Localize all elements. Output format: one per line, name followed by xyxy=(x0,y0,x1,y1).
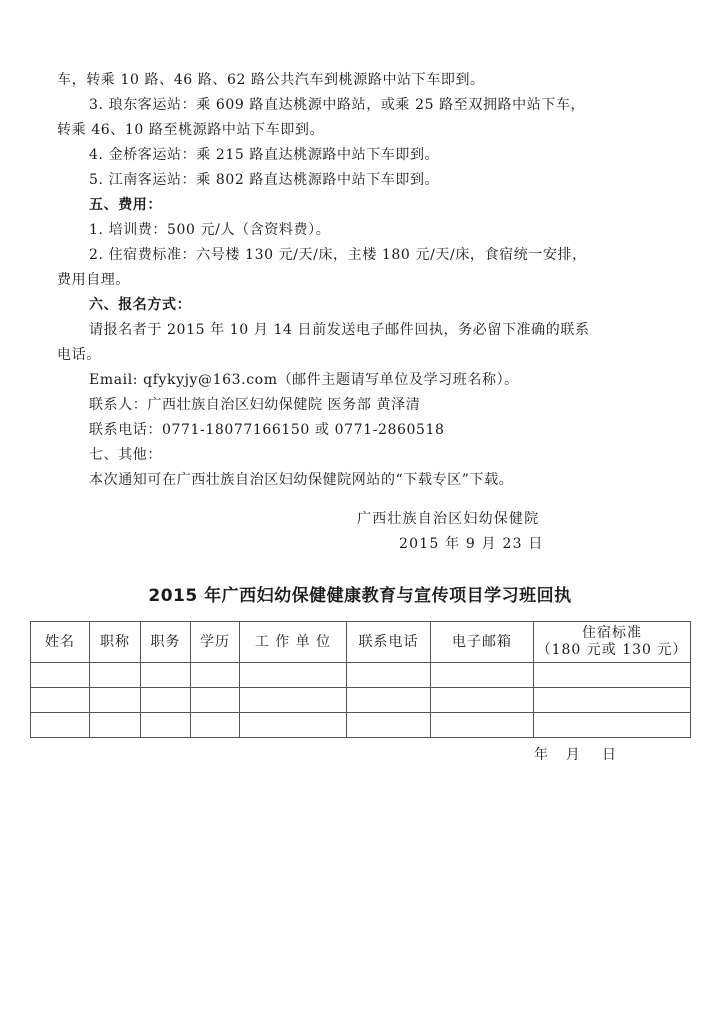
header-position: 职务 xyxy=(141,622,191,663)
text-line: 请报名者于 2015 年 10 月 14 日前发送电子邮件回执，务必留下准确的联系 xyxy=(89,322,590,338)
text-line: 电话。 xyxy=(57,347,101,363)
text-line: 1. 培训费：500 元/人（含资料费）。 xyxy=(89,222,331,238)
header-email: 电子邮箱 xyxy=(431,622,534,663)
contact-person-line: 联系人：广西壮族自治区妇幼保健院 医务部 黄泽清 xyxy=(89,397,421,413)
cell-input[interactable] xyxy=(31,663,90,688)
cell-input[interactable] xyxy=(141,713,191,738)
text-line: 车，转乘 10 路、46 路、62 路公共汽车到桃源路中站下车即到。 xyxy=(57,72,485,88)
text-line: 费用自理。 xyxy=(57,272,130,288)
cell-input[interactable] xyxy=(347,688,431,713)
cell-input[interactable] xyxy=(191,688,240,713)
text-line: 3. 琅东客运站：乘 609 路直达桃源中路站，或乘 25 路至双拥路中站下车， xyxy=(89,97,586,113)
text-line: 转乘 46、10 路至桃源路中站下车即到。 xyxy=(57,122,325,138)
cell-input[interactable] xyxy=(240,688,347,713)
signature-date: 2015 年 9 月 23 日 xyxy=(399,536,544,552)
cell-input[interactable] xyxy=(347,663,431,688)
cell-input[interactable] xyxy=(431,688,534,713)
cell-input[interactable] xyxy=(240,663,347,688)
header-name: 姓名 xyxy=(31,622,90,663)
header-title: 职称 xyxy=(90,622,141,663)
registration-reply-table xyxy=(30,621,691,738)
cell-input[interactable] xyxy=(90,663,141,688)
header-accommodation-line2: （180 元或 130 元） xyxy=(536,642,688,658)
form-date-label xyxy=(534,744,616,764)
cell-input[interactable] xyxy=(141,688,191,713)
header-education: 学历 xyxy=(191,622,240,663)
cell-input[interactable] xyxy=(431,713,534,738)
cell-input[interactable] xyxy=(347,713,431,738)
cell-input[interactable] xyxy=(240,713,347,738)
table-header-row xyxy=(31,622,691,663)
table-row xyxy=(31,688,691,713)
cell-input[interactable] xyxy=(90,688,141,713)
section-heading-registration: 六、报名方式： xyxy=(89,297,192,313)
cell-input[interactable] xyxy=(534,713,691,738)
section-heading-fees: 五、费用： xyxy=(89,197,162,213)
header-work-unit: 工 作 单 位 xyxy=(240,622,347,663)
header-accommodation-line1: 住宿标准 xyxy=(582,625,642,641)
text-line: 本次通知可在广西壮族自治区妇幼保健院网站的“下载专区”下载。 xyxy=(89,472,514,488)
text-line: 5. 江南客运站：乘 802 路直达桃源路中站下车即到。 xyxy=(89,172,440,188)
cell-input[interactable] xyxy=(431,663,534,688)
cell-input[interactable] xyxy=(191,663,240,688)
text-line: 2. 住宿费标准：六号楼 130 元/天/床，主楼 180 元/天/床，食宿统一安排， xyxy=(89,247,587,263)
table-row xyxy=(31,713,691,738)
cell-input[interactable] xyxy=(534,663,691,688)
contact-phone-line: 联系电话：0771-18077166150 或 0771-2860518 xyxy=(89,422,445,438)
cell-input[interactable] xyxy=(534,688,691,713)
table-row xyxy=(31,663,691,688)
cell-input[interactable] xyxy=(191,713,240,738)
date-text: 年 月 日 xyxy=(534,747,617,763)
header-accommodation xyxy=(534,622,691,663)
section-heading-other: 七、其他： xyxy=(89,447,162,463)
text-line: 4. 金桥客运站：乘 215 路直达桃源路中站下车即到。 xyxy=(89,147,440,163)
cell-input[interactable] xyxy=(141,663,191,688)
form-title: 2015 年广西妇幼保健健康教育与宣传项目学习班回执 xyxy=(148,586,572,606)
email-line: Email: qfykyjy@163.com（邮件主题请写单位及学习班名称）。 xyxy=(89,372,519,388)
cell-input[interactable] xyxy=(31,713,90,738)
cell-input[interactable] xyxy=(90,713,141,738)
cell-input[interactable] xyxy=(31,688,90,713)
header-phone: 联系电话 xyxy=(347,622,431,663)
signature-org: 广西壮族自治区妇幼保健院 xyxy=(357,511,540,527)
